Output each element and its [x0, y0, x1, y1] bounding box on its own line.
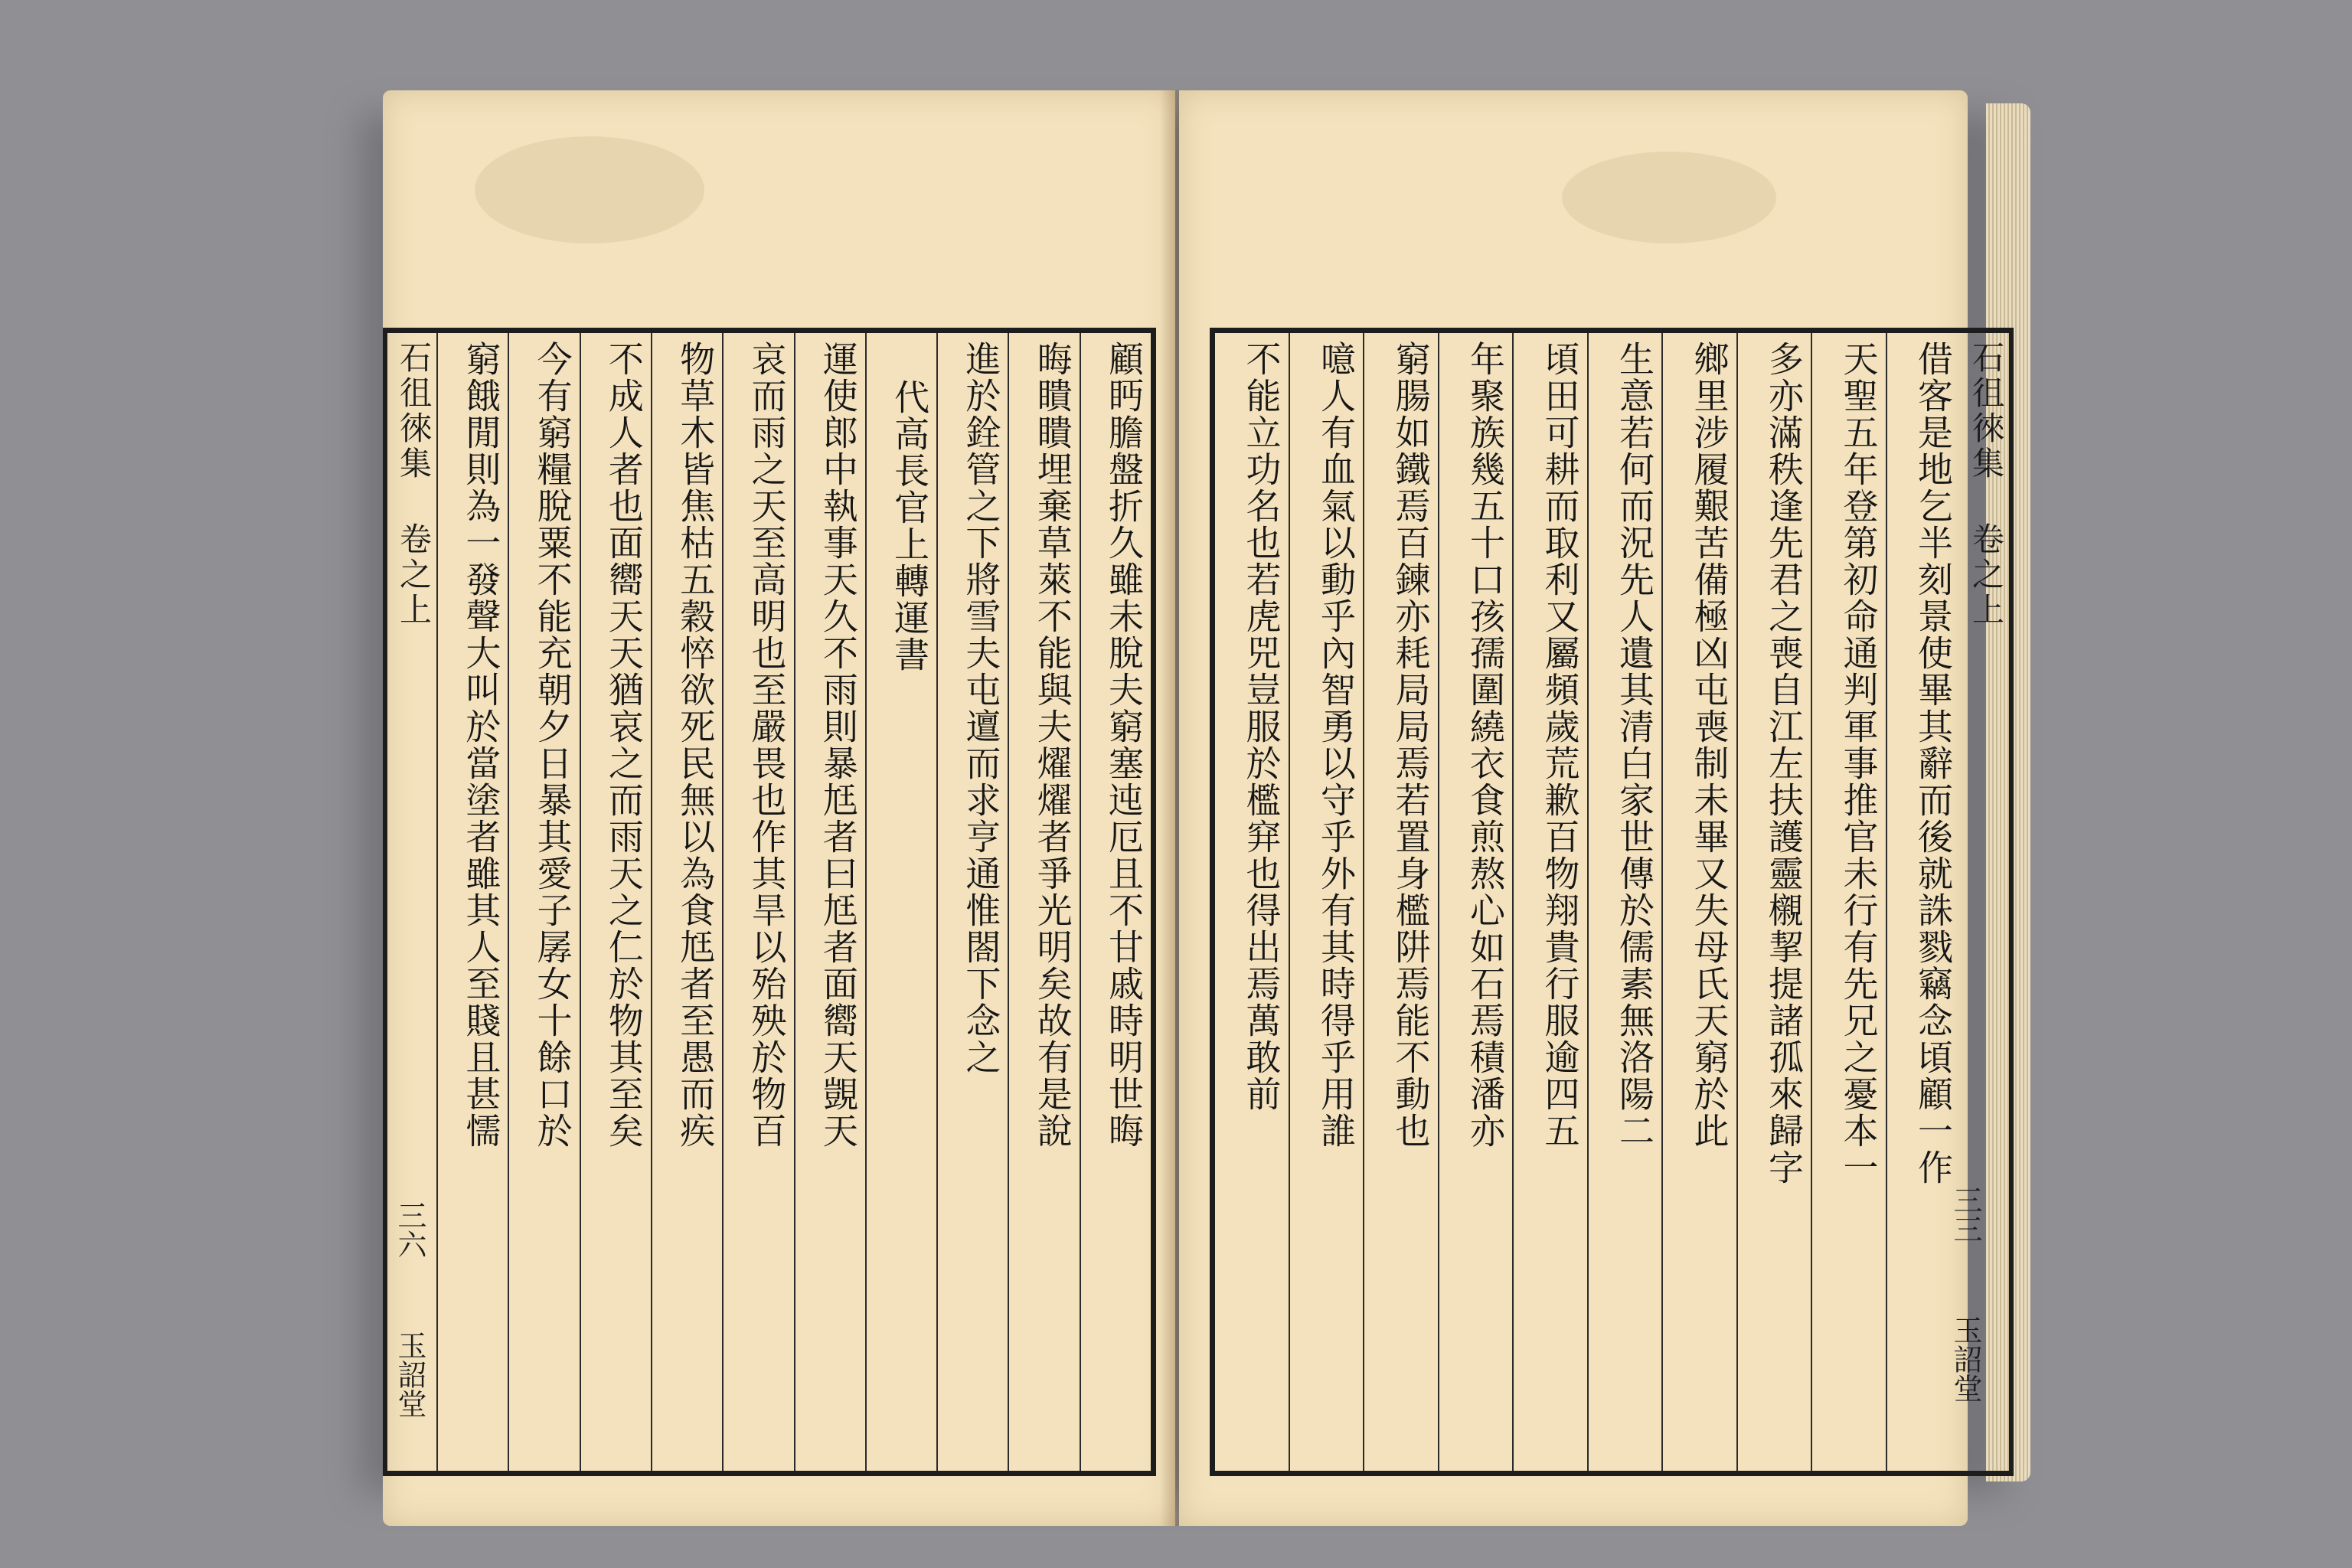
text-column: 窮餓閒則為一發聲大叫於當塗者雖其人至賤且甚懦 [436, 333, 508, 1471]
text-column: 生意若何而況先人遺其清白家世傳於儒素無洛陽二 [1587, 333, 1662, 1471]
text-column: 進於銓管之下將雪夫屯邅而求亨通惟閤下念之 [936, 333, 1008, 1471]
text-column: 不能立功名也若虎兕豈服於檻穽也得出焉萬敢前 [1240, 341, 1282, 1112]
paper-stain [1562, 152, 1776, 243]
text-column: 天聖五年登第初命通判軍事推官未行有先兄之憂本一 [1811, 333, 1886, 1471]
text-column: 鄉里涉履艱苦備極凶屯喪制未畢又失母氏天窮於此 [1661, 333, 1736, 1471]
text-column: 晦瞶瞶埋棄草萊不能與夫燿燿者爭光明矣故有是說 [1008, 333, 1079, 1471]
open-book [383, 90, 2005, 1526]
banxin-title: 石徂徠集 卷之上 [1960, 333, 2014, 1471]
text-column: 物草木皆焦枯五穀悴欲死民無以為食尪者至愚而疾 [651, 333, 722, 1471]
page-number: 三六 [393, 1200, 426, 1259]
text-column: 不成人者也面嚮天天猶哀之而雨天之仁於物其至矣 [580, 333, 651, 1471]
text-column: 顧眄膽盤折久雖未脫夫窮塞迍厄且不甘戚時明世晦 [1080, 333, 1151, 1471]
text-column: 頃田可耕而取利又屬頻歲荒歉百物翔貴行服逾四五 [1512, 333, 1587, 1471]
banxin-title: 石徂徠集 卷之上 [383, 333, 436, 1471]
publisher-mark: 玉詔堂 [393, 1331, 426, 1418]
right-page [1179, 90, 2005, 1526]
text-column: 哀而雨之天至高明也至嚴畏也作其旱以殆殃於物百 [722, 333, 793, 1471]
left-text-frame [383, 328, 1156, 1476]
text-column: 今有窮糧脫粟不能充朝夕日暴其愛子孱女十餘口於 [508, 333, 579, 1471]
text-column: 借客是地乞半刻景使畢其辭而後就誅戮竊念頃顧一作 [1886, 333, 1961, 1471]
text-column: 噫人有血氣以動乎內智勇以守乎外有其時得乎用誰 [1289, 333, 1364, 1471]
paper-stain [475, 136, 704, 243]
left-page [383, 90, 1175, 1526]
text-column: 窮腸如鐵焉百鍊亦耗局局焉若置身檻阱焉能不動也 [1363, 333, 1438, 1471]
page-number: 三三 [1949, 1185, 1982, 1243]
text-column: 代高長官上轉運書 [865, 333, 936, 1471]
text-column: 運使郎中執事天久不雨則暴尪者曰尪者面嚮天覬天 [794, 333, 865, 1471]
left-columns [383, 333, 1151, 1471]
text-column: 年聚族幾五十口孩孺圍繞衣食煎熬心如石焉積潘亦 [1438, 333, 1513, 1471]
text-column: 多亦滿秩逢先君之喪自江左扶護靈櫬挈提諸孤來歸字 [1736, 333, 1811, 1471]
publisher-mark: 玉詔堂 [1949, 1315, 1982, 1403]
right-columns [1215, 333, 2014, 1471]
right-text-frame [1210, 328, 2014, 1476]
